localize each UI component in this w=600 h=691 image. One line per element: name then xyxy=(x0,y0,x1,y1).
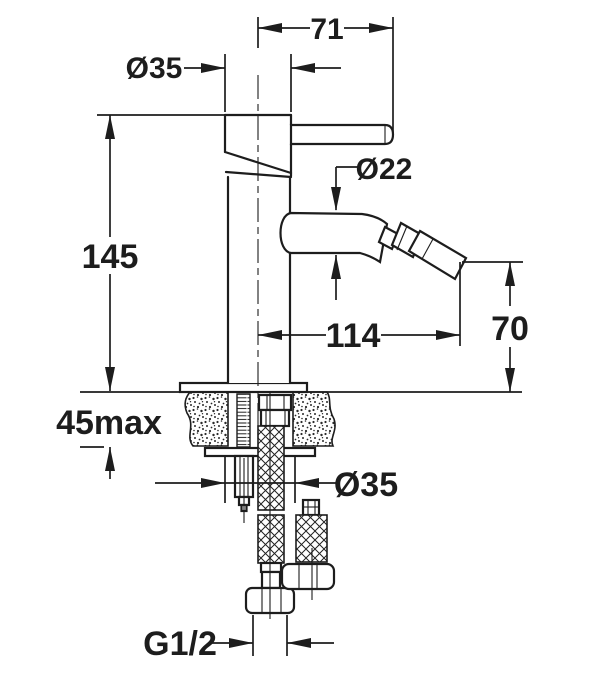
supply-hose-right xyxy=(282,500,334,589)
dim-label-spout-reach: 114 xyxy=(325,317,381,355)
dimension-deck-thickness xyxy=(56,404,162,479)
dim-label-spout-diameter: Ø22 xyxy=(355,153,413,186)
dim-label-overall-height: 145 xyxy=(81,238,139,276)
counter-block-left xyxy=(185,392,228,446)
dim-label-thread-size: G1/2 xyxy=(143,625,217,663)
dim-label-spout-height: 70 xyxy=(491,310,529,348)
hose-top-nut xyxy=(259,395,291,410)
dimension-spout-height xyxy=(462,262,529,392)
braided-hose-upper xyxy=(258,426,284,510)
dimension-thread-size xyxy=(143,615,334,663)
dimension-body-diameter xyxy=(126,52,341,112)
dim-label-handle-reach: 71 xyxy=(310,13,344,46)
counter-block-right xyxy=(293,392,335,446)
mounting-flange xyxy=(180,383,307,392)
elbow-nut xyxy=(282,564,334,589)
spout xyxy=(281,213,388,262)
aerator-body xyxy=(409,231,466,279)
dim-label-deck-thickness: 45max xyxy=(56,404,162,442)
dim-label-body-diameter: Ø35 xyxy=(125,52,183,85)
dimension-overall-height xyxy=(82,115,225,391)
aerator xyxy=(379,223,466,279)
braided-hose-lower xyxy=(258,515,284,563)
handle-lever xyxy=(291,125,393,144)
dim-label-base-diameter: Ø35 xyxy=(333,466,399,504)
